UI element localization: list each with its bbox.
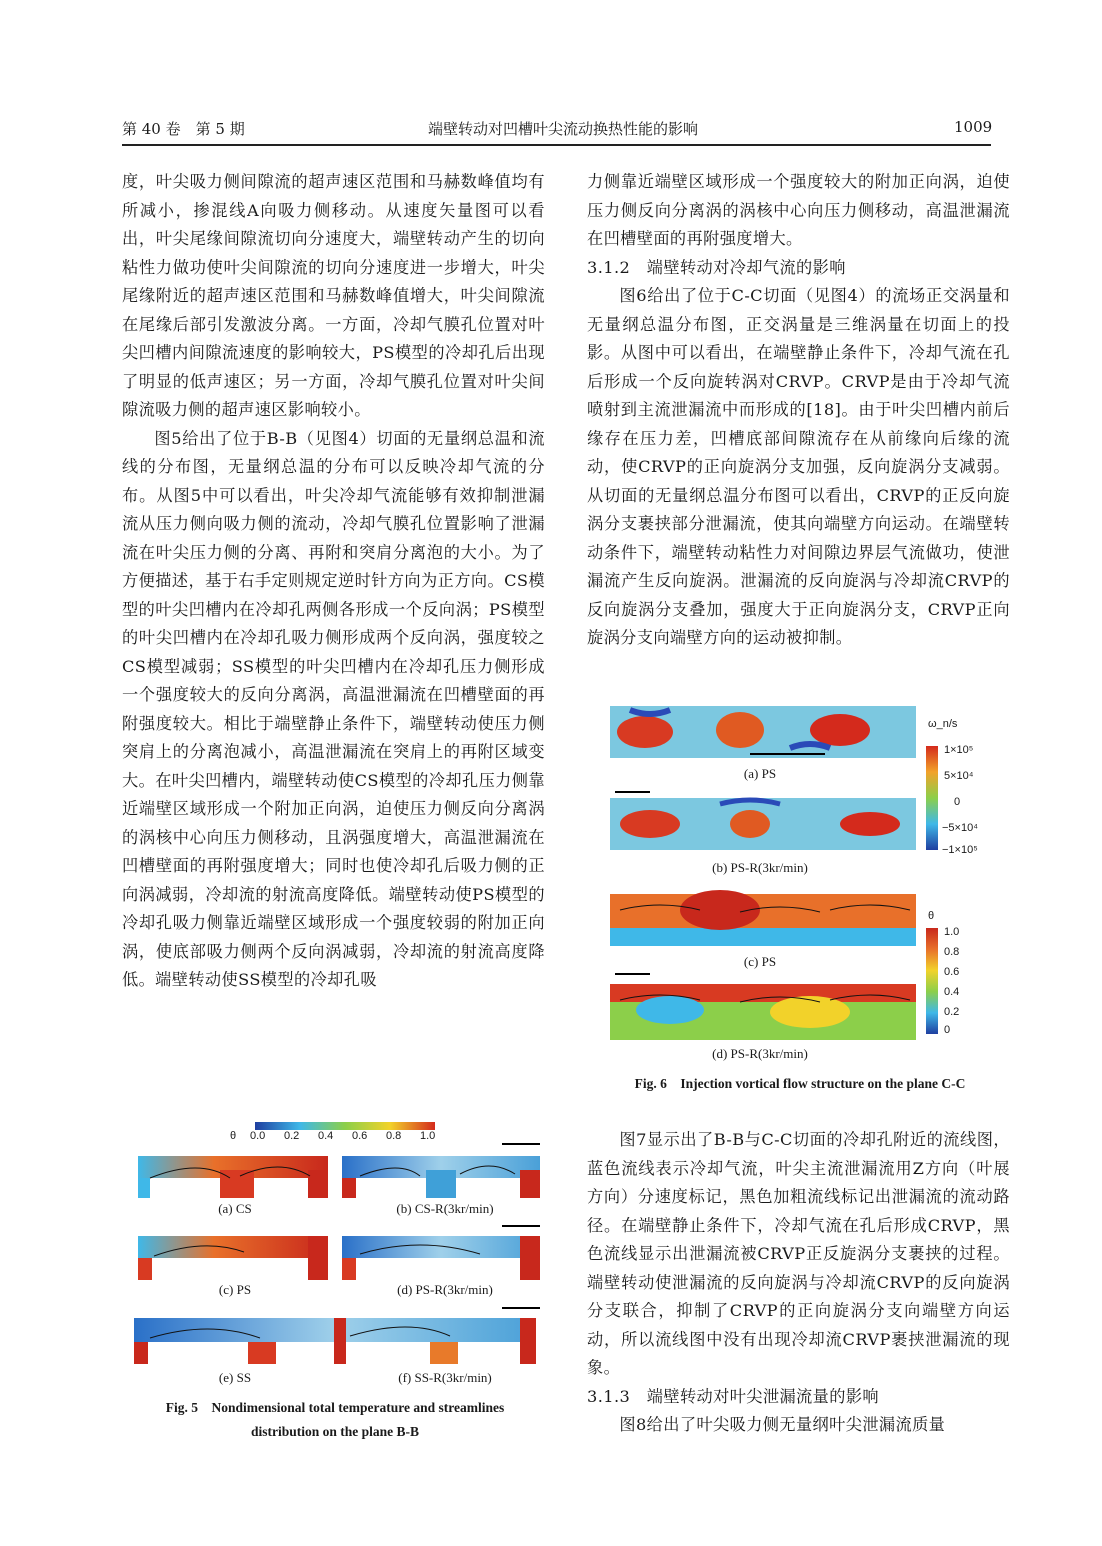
fig5-caption: Fig. 5 Nondimensional total temperature and streamlines distribution on the plane B-B — [165, 1400, 505, 1439]
fig6-vort-tick: −5×10⁴ — [942, 822, 978, 834]
fig6-vort-label: ω_n/s — [928, 718, 958, 730]
section-heading-3-1-2: 3.1.2 端壁转动对冷却气流的影响 — [587, 257, 846, 277]
fig5-tick: 0.4 — [318, 1130, 334, 1142]
fig6-temp-label: θ — [928, 910, 935, 922]
paragraph: 度，叶尖吸力侧间隙流的超声速区范围和马赫数峰值均有所减小，掺混线A向吸力侧移动。从速度矢量图可以看出，叶尖尾缘间隙流切向分速度大，端壁转动产生的切向粘性力做功使叶尖间隙流的切向分速度进一步增大，叶尖尾缘附近的超声速区范围和马赫数峰值增大，叶尖间隙流在尾缘后部引发激波分离。一方面，冷却气膜孔位置对叶尖凹槽内间隙流速度的影响较大，PS模型的冷却孔后出现了明显的低声速区；另一方面，冷却气膜孔位置对叶尖间隙流吸力侧的超声速区影响较小。 — [122, 172, 545, 419]
panel-a-vorticity — [610, 706, 916, 758]
fig6-temperature-colorbar — [926, 928, 938, 1034]
fig5-tick: 0.2 — [284, 1130, 300, 1142]
fig6-sub-d: (d) PS-R(3kr/min) — [712, 1046, 808, 1061]
fig6-temp-tick: 0 — [944, 1024, 951, 1036]
fig5-sub-f: (f) SS-R(3kr/min) — [398, 1370, 492, 1385]
fig5-tick: 1.0 — [420, 1130, 436, 1142]
fig5-sub-e: (e) SS — [218, 1370, 252, 1385]
header-rule — [122, 144, 991, 146]
paragraph: 图7显示出了B-B与C-C切面的冷却孔附近的流线图，蓝色流线表示冷却气流，叶尖主流泄漏流用Z方向（叶展方向）分速度标记，黑色加粗流线标记出泄漏流的流动路径。在端壁静止条件下，冷却气流在孔后形成CRVP，黑色流线显示出泄漏流被CRVP正反旋涡分支裹挟的过程。端壁转动使泄漏流的反向旋涡与冷却流CRVP的反向旋涡分支联合，抑制了CRVP的正向旋涡分支向端壁方向运动，所以流线图中没有出现冷却流CRVP裹挟泄漏流的现象。 — [587, 1130, 1010, 1377]
figure-6 — [590, 700, 1010, 1100]
fig5-colorbar-label: θ — [230, 1130, 237, 1142]
panel-b-vorticity — [610, 792, 916, 850]
fig6-vort-tick: 0 — [954, 796, 961, 808]
paragraph: 图8给出了叶尖吸力侧无量纲叶尖泄漏流质量 — [619, 1415, 946, 1434]
fig5-tick: 0.0 — [250, 1130, 266, 1142]
fig5-sub-c: (c) PS — [218, 1282, 252, 1297]
right-column-top — [587, 168, 1010, 653]
fig6-sub-a: (a) PS — [743, 766, 777, 781]
fig6-caption: Fig. 6 Injection vortical flow structure on the plane C-C — [634, 1076, 966, 1091]
panel-c-temperature — [610, 890, 916, 946]
fig6-vort-tick: 1×10⁵ — [944, 744, 974, 756]
panel-d-ps-r — [342, 1236, 540, 1280]
fig6-temp-tick: 0.6 — [944, 966, 960, 978]
fig6-temp-tick: 0.4 — [944, 986, 960, 998]
fig6-sub-b: (b) PS-R(3kr/min) — [712, 860, 808, 875]
fig6-sub-c: (c) PS — [743, 954, 777, 969]
fig5-sub-d: (d) PS-R(3kr/min) — [397, 1282, 493, 1297]
fig6-temp-tick: 0.2 — [944, 1006, 960, 1018]
paragraph: 力侧靠近端壁区域形成一个强度较大的附加正向涡，迫使压力侧反向分离涡的涡核中心向压力侧移动，高温泄漏流在凹槽壁面的再附强度增大。 — [587, 172, 1010, 248]
left-column — [122, 168, 545, 995]
panel-d-temperature — [610, 974, 916, 1040]
fig6-temp-tick: 0.8 — [944, 946, 960, 958]
fig6-vort-tick: 5×10⁴ — [944, 770, 974, 782]
panel-b-cs-r — [342, 1156, 540, 1198]
fig5-tick: 0.8 — [386, 1130, 402, 1142]
fig5-sub-a: (a) CS — [218, 1201, 252, 1216]
figure-5 — [130, 1118, 540, 1454]
fig5-graphic — [130, 1118, 540, 1398]
colorbar — [255, 1122, 435, 1130]
section-heading-3-1-3: 3.1.3 端壁转动对叶尖泄漏流量的影响 — [587, 1386, 879, 1406]
panel-c-ps — [138, 1236, 328, 1280]
paragraph: 图6给出了位于C-C切面（见图4）的流场正交涡量和无量纲总温分布图，正交涡量是三维涡量在切面上的投影。从图中可以看出，在端壁静止条件下，冷却气流在孔后形成一个反向旋转涡对CRVP。CRVP是由于冷却气流喷射到主流泄漏流中而形成的[18]。由于叶尖凹槽内前后缘存在压力差，凹槽底部间隙流存在从前缘向后缘的流动，使CRVP的正向旋涡分支加强，反向旋涡分支减弱。从切面的无量纲总温分布图可以看出，CRVP的正反向旋涡分支裹挟部分泄漏流，使其向端壁方向运动。在端壁转动条件下，端壁转动粘性力对间隙边界层气流做功，使泄漏流产生反向旋涡。泄漏流的反向旋涡与冷却流CRVP的反向旋涡分支叠加，强度大于正向旋涡分支，CRVP正向旋涡分支向端壁方向的运动被抑制。 — [587, 286, 1010, 647]
fig6-temp-tick: 1.0 — [944, 926, 960, 938]
journal-issue: 第 40 卷 第 5 期 — [122, 120, 245, 138]
fig6-vorticity-colorbar — [926, 746, 938, 850]
right-column-bottom — [587, 1126, 1010, 1440]
page-number: 1009 — [954, 118, 993, 136]
fig5-tick: 0.6 — [352, 1130, 368, 1142]
panel-a-cs — [138, 1156, 328, 1198]
panel-e-f-ss — [134, 1318, 536, 1364]
fig6-vort-tick: −1×10⁵ — [942, 844, 978, 856]
fig5-sub-b: (b) CS-R(3kr/min) — [396, 1201, 494, 1216]
running-title: 端壁转动对凹槽叶尖流动换热性能的影响 — [428, 120, 699, 138]
paragraph: 图5给出了位于B-B（见图4）切面的无量纲总温和流线的分布图，无量纲总温的分布可以反映冷却气流的分布。从图5中可以看出，叶尖冷却气流能够有效抑制泄漏流从压力侧向吸力侧的流动，冷却气膜孔位置影响了泄漏流在叶尖压力侧的分离、再附和突肩分离泡的大小。为了方便描述，基于右手定则规定逆时针方向为正方向。CS模型的叶尖凹槽内在冷却孔两侧各形成一个反向涡；PS模型的叶尖凹槽内在冷却孔吸力侧形成两个反向涡，强度较之CS模型减弱；SS模型的叶尖凹槽内在冷却孔压力侧形成一个强度较大的反向分离涡，高温泄漏流在凹槽壁面的再附强度较大。相比于端壁静止条件下，端壁转动使压力侧突肩上的分离泡减小，高温泄漏流在突肩上的再附区域变大。在叶尖凹槽内，端壁转动使CS模型的冷却孔压力侧靠近端壁区域形成一个附加正向涡，迫使压力侧反向分离涡的涡核中心向压力侧移动，且涡强度增大，高温泄漏流在凹槽壁面的再附强度增大；同时也使冷却孔后吸力侧的正向涡减弱，冷却流的射流高度降低。端壁转动使PS模型的冷却孔吸力侧靠近端壁区域形成一个强度较弱的附加正向涡，使底部吸力侧两个反向涡减弱，冷却流的射流高度降低。端壁转动使SS模型的冷却孔吸 — [122, 428, 545, 989]
